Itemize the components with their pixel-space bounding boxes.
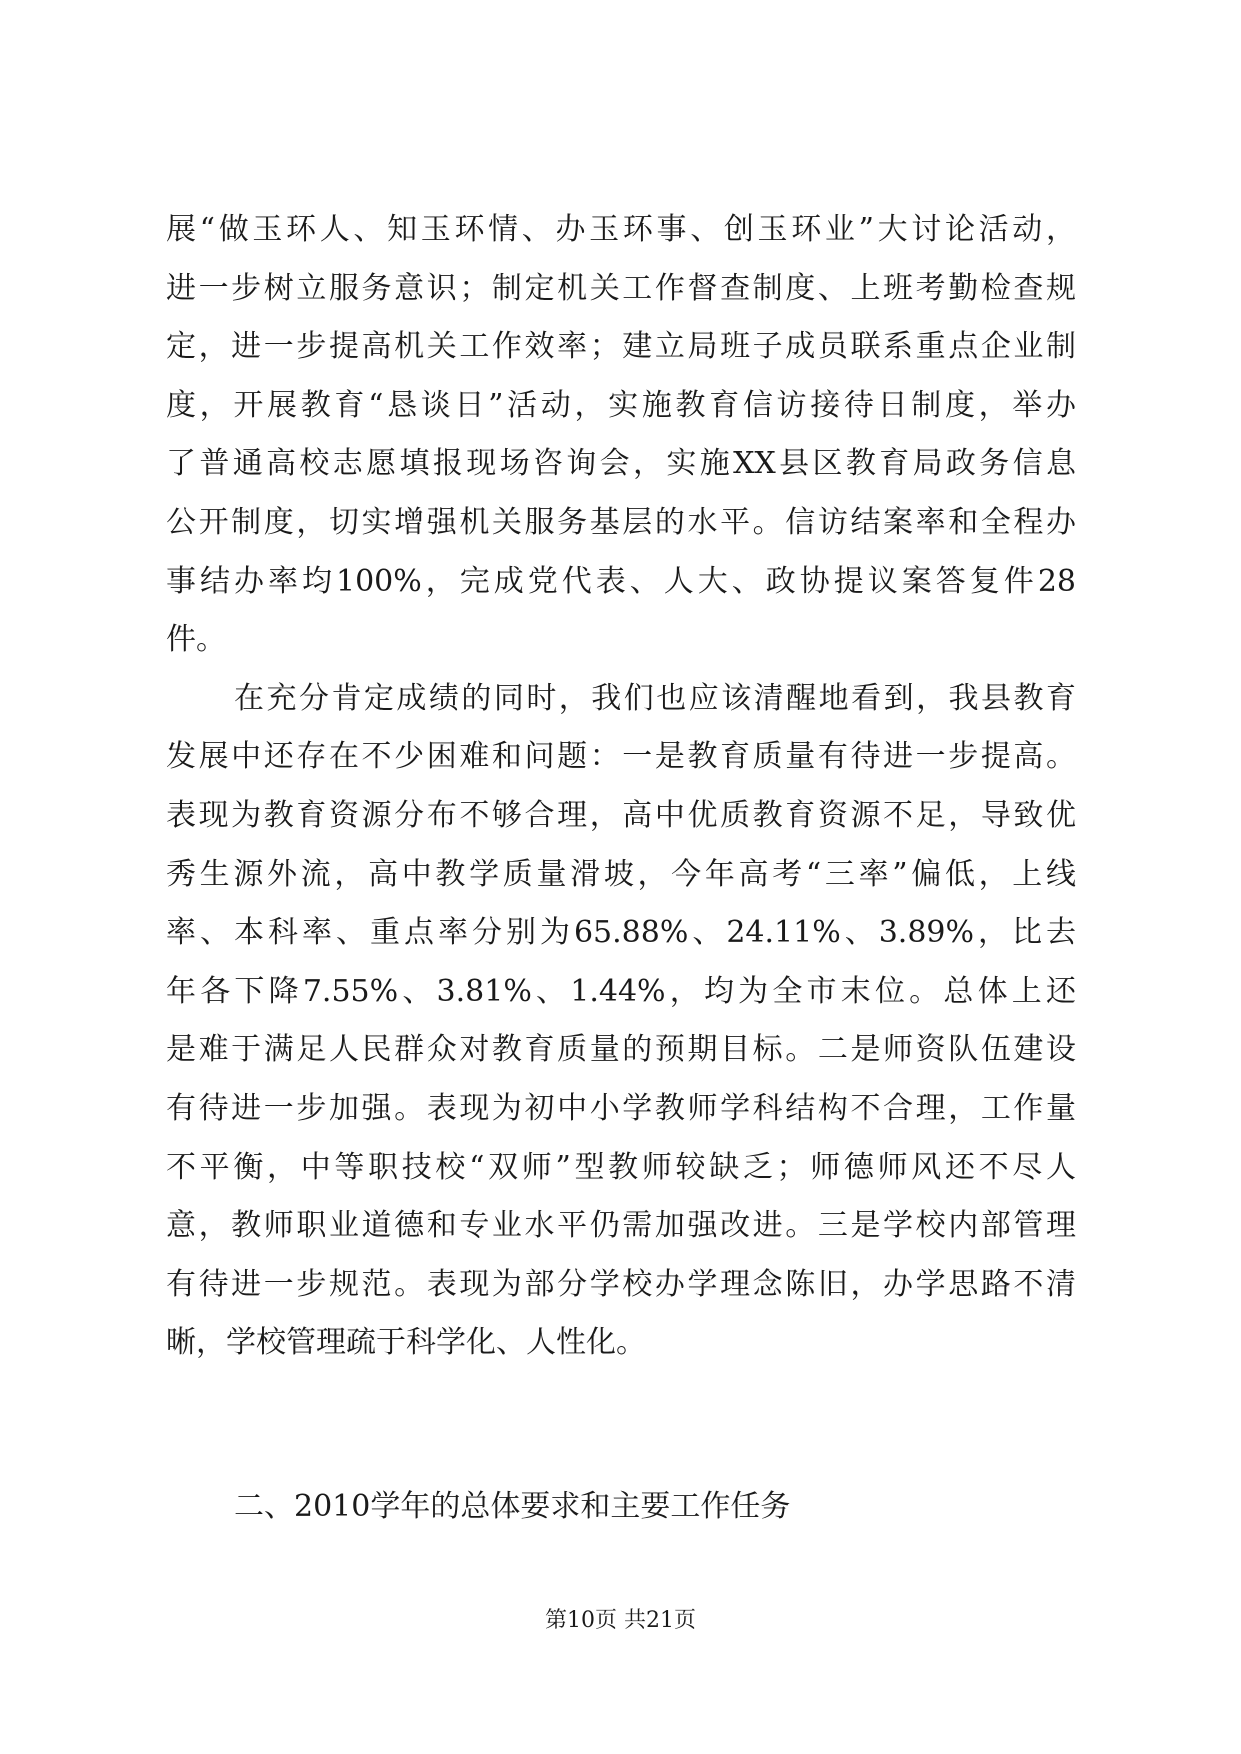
text-line: 度，开展教育“恳谈日”活动，实施教育信访接待日制度，举办 — [166, 387, 1076, 423]
text-line: 在充分肯定成绩的同时，我们也应该清醒地看到，我县教育 — [234, 680, 1076, 716]
text-line: 进一步树立服务意识；制定机关工作督查制度、上班考勤检查规 — [166, 270, 1076, 306]
text-line: 定，进一步提高机关工作效率；建立局班子成员联系重点企业制 — [166, 329, 1076, 365]
text-line: 有待进一步加强。表现为初中小学教师学科结构不合理，工作量 — [166, 1090, 1076, 1126]
page-footer: 第10页 共21页 — [545, 1608, 696, 1633]
section-heading: 二、2010学年的总体要求和主要工作任务 — [234, 1489, 791, 1524]
text-line: 事结办率均100%，完成党代表、人大、政协提议案答复件28 — [166, 563, 1076, 599]
text-line: 了普通高校志愿填报现场咨询会，实施XX县区教育局政务信息 — [166, 446, 1076, 482]
body-text — [166, 201, 1076, 1373]
text-line: 有待进一步规范。表现为部分学校办学理念陈旧，办学思路不清 — [166, 1266, 1076, 1302]
text-line: 意，教师职业道德和专业水平仍需加强改进。三是学校内部管理 — [166, 1208, 1076, 1244]
text-line: 年各下降7.55%、3.81%、1.44%，均为全市末位。总体上还 — [166, 973, 1076, 1009]
text-line: 秀生源外流，高中教学质量滑坡，今年高考“三率”偏低，上线 — [166, 856, 1076, 892]
text-line: 表现为教育资源分布不够合理，高中优质教育资源不足，导致优 — [166, 797, 1076, 833]
text-line: 率、本科率、重点率分别为65.88%、24.11%、3.89%，比去 — [166, 915, 1076, 951]
text-line: 不平衡，中等职技校“双师”型教师较缺乏；师德师风还不尽人 — [166, 1149, 1076, 1185]
text-line: 是难于满足人民群众对教育质量的预期目标。二是师资队伍建设 — [166, 1032, 1076, 1068]
text-line: 展“做玉环人、知玉环情、办玉环事、创玉环业”大讨论活动， — [166, 212, 1076, 247]
text-line: 晰，学校管理疏于科学化、人性化。 — [166, 1325, 646, 1361]
text-line: 发展中还存在不少困难和问题：一是教育质量有待进一步提高。 — [166, 739, 1076, 775]
text-line: 公开制度，切实增强机关服务基层的水平。信访结案率和全程办 — [166, 504, 1076, 540]
text-line: 件。 — [166, 622, 226, 658]
